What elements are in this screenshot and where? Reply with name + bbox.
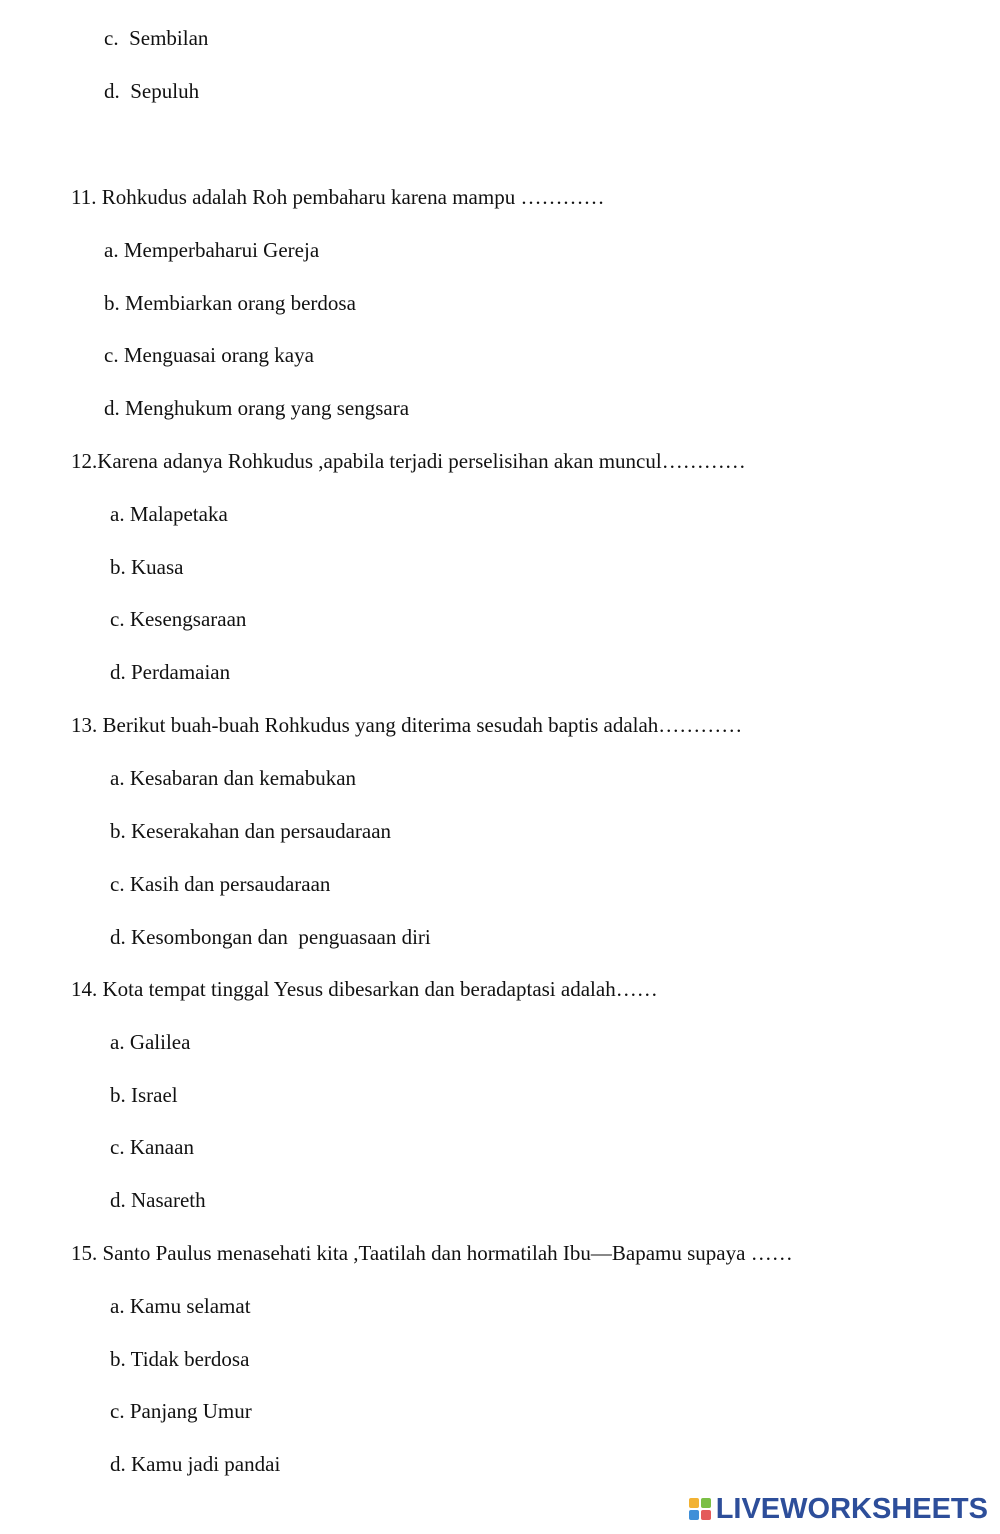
- liveworksheets-logo-icon: [689, 1498, 711, 1520]
- q11-question: 11. Rohkudus adalah Roh pembaharu karena mampu …………: [71, 185, 605, 209]
- q10-option-d: d. Sepuluh: [104, 79, 200, 103]
- q15-option-b: b. Tidak berdosa: [110, 1347, 250, 1371]
- q12-option-d: d. Perdamaian: [110, 660, 231, 684]
- q14-option-d: d. Nasareth: [110, 1188, 206, 1212]
- q13-option-b: b. Keserakahan dan persaudaraan: [110, 819, 392, 843]
- q11-option-b: b. Membiarkan orang berdosa: [104, 291, 356, 315]
- q11-option-d: d. Menghukum orang yang sengsara: [104, 396, 410, 420]
- logo-square-2: [701, 1498, 711, 1508]
- q11-option-a: a. Memperbaharui Gereja: [104, 238, 320, 262]
- q12-option-c: c. Kesengsaraan: [110, 607, 247, 631]
- q15-option-c: c. Panjang Umur: [110, 1399, 252, 1423]
- q10-option-c: c. Sembilan: [104, 26, 209, 50]
- q14-question: 14. Kota tempat tinggal Yesus dibesarkan dan beradaptasi adalah……: [71, 977, 658, 1001]
- liveworksheets-logo: [689, 1493, 988, 1525]
- q15-option-a: a. Kamu selamat: [110, 1294, 251, 1318]
- liveworksheets-logo-text: LIVEWORKSHEETS: [715, 1493, 988, 1525]
- logo-square-1: [689, 1498, 699, 1508]
- q14-option-a: a. Galilea: [110, 1030, 191, 1054]
- q11-option-c: c. Menguasai orang kaya: [104, 343, 314, 367]
- q12-question: 12.Karena adanya Rohkudus ,apabila terjadi perselisihan akan muncul…………: [71, 449, 746, 473]
- logo-square-4: [701, 1510, 711, 1520]
- q15-question: 15. Santo Paulus menasehati kita ,Taatilah dan hormatilah Ibu—Bapamu supaya ……: [71, 1241, 793, 1265]
- logo-square-3: [689, 1510, 699, 1520]
- q12-option-a: a. Malapetaka: [110, 502, 228, 526]
- q13-option-c: c. Kasih dan persaudaraan: [110, 872, 331, 896]
- q13-question: 13. Berikut buah-buah Rohkudus yang diterima sesudah baptis adalah…………: [71, 713, 743, 737]
- q14-option-c: c. Kanaan: [110, 1135, 194, 1159]
- q14-option-b: b. Israel: [110, 1083, 178, 1107]
- q15-option-d: d. Kamu jadi pandai: [110, 1452, 281, 1476]
- q13-option-a: a. Kesabaran dan kemabukan: [110, 766, 357, 790]
- q12-option-b: b. Kuasa: [110, 555, 184, 579]
- q13-option-d: d. Kesombongan dan penguasaan diri: [110, 925, 431, 949]
